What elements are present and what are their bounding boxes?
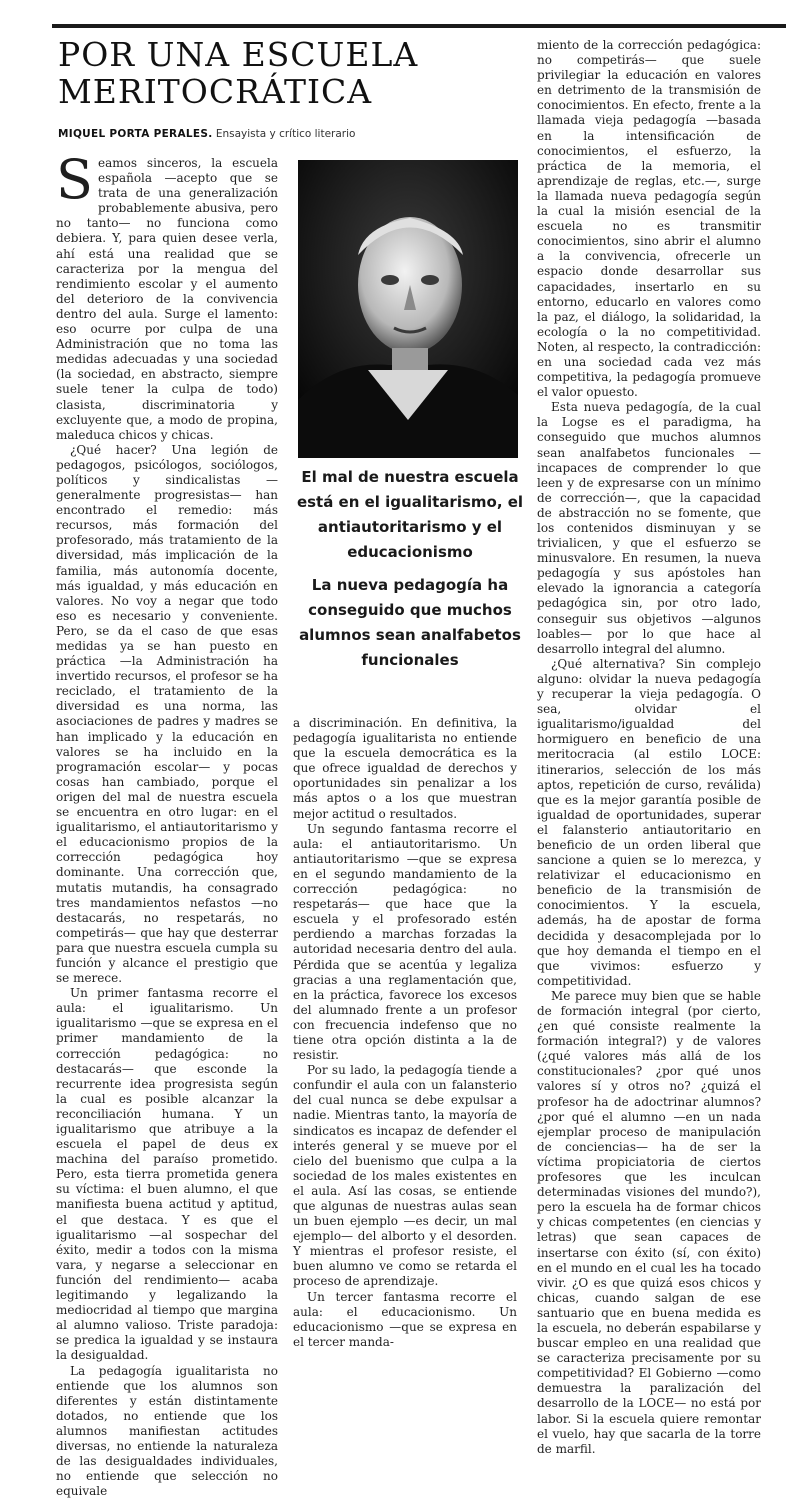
paragraph: a discriminación. En definitiva, la pedagogía igualitarista no entiende que la escuela democrática es la que ofrece igualdad de derechos y oportunidades sin penalizar a los más aptos o a los que muestran mejor actitud o resultados. [293, 716, 517, 822]
author-role: Ensayista y crítico literario [216, 128, 356, 140]
author-photo [298, 160, 518, 458]
article-title: POR UNA ESCUELA MERITOCRÁTICA [58, 36, 518, 110]
paragraph: Un segundo fantasma recorre el aula: el antiautoritarismo. Un antiautoritarismo —que se expresa en el segundo mandamiento de la corrección pedagógica: no respetarás— que hace que la escuela y el profesorado estén perdiendo a marchas forzadas la autoridad necesaria dentro del aula. Pérdida que se acentúa y legaliza gracias a una reglamentación que, en la práctica, favorece los excesos del alumnado frente a un profesor con frecuencia indefenso que no tiene otra opción distinta a la de resistir. [293, 822, 517, 1064]
paragraph: Me parece muy bien que se hable de formación integral (por cierto, ¿en qué consiste realmente la formación integral?) y de valores (¿qué valores más allá de los constitucionales? ¿por qué unos valores sí y otros no? ¿quizá el profesor ha de adoctrinar alumnos? ¿por qué el alumno —en un nada ejemplar proceso de manipulación de conciencias— ha de ser la víctima propiciatoria de ciertos profesores que les inculcan determinadas visiones del mundo?), pero la escuela ha de formar chicos y chicas competentes (en ciencias y letras) que sean capaces de insertarse con éxito (sí, con éxito) en el mundo en el cual les ha tocado vivir. ¿O es que quizá esos chicos y chicas, cuando salgan de ese santuario que en buena medida es la escuela, no deberán espabilarse y buscar empleo en una realidad que se caracteriza precisamente por su competitividad? El Gobierno —como demuestra la paralización del desarrollo de la LOCE— no está por labor. Si la escuela quiere remontar el vuelo, hay que sacarla de la torre de marfil. [537, 989, 761, 1457]
top-rule [52, 24, 786, 28]
paragraph: Esta nueva pedagogía, de la cual la Logse es el paradigma, ha conseguido que muchos alumnos sean analfabetos funcionales —incapaces de comprender lo que leen y de expresarse con un mínimo de corrección—, que la capacidad de abstracción no se fomente, que los contenidos disminuyan y se trivialicen, y que el esfuerzo se minusvalore. En resumen, la nueva pedagogía y sus apóstoles han elevado la ignorancia a categoría pedagógica sin, por otro lado, conseguir sus objetivos —algunos loables— por lo que hace al desarrollo integral del alumno. [537, 400, 761, 657]
pull-quote: El mal de nuestra escuela está en el igualitarismo, el antiautoritarismo y el educacionismo [290, 465, 530, 565]
byline [58, 128, 358, 140]
author-name: MIQUEL PORTA PERALES. [58, 128, 212, 140]
paragraph: Por su lado, la pedagogía tiende a confundir el aula con un falansterio del cual nunca se debe expulsar a nadie. Mientras tanto, la mayoría de sindicatos es incapaz de defender el interés general y se mueve por el cielo del buenismo que culpa a la sociedad de los males existentes en el aula. Así las cosas, se entiende que algunas de nuestras aulas sean un buen ejemplo —es decir, un mal ejemplo— del alborto y el desorden. Y mientras el profesor resiste, el buen alumno ve como se retarda el proceso de aprendizaje. [293, 1063, 517, 1289]
author-portrait-photo [298, 160, 518, 458]
body-column-3 [537, 38, 761, 1286]
paragraph: ¿Qué alternativa? Sin complejo alguno: olvidar la nueva pedagogía y recuperar la vieja pedagogía. O sea, olvidar el igualitarismo/igualdad del hormiguero en beneficio de una meritocracia (al estilo LOCE: itinerarios, selección de los más aptos, repetición de curso, reválida) que es la mejor garantía posible de igualdad de oportunidades, superar el falansterio antiautoritario en beneficio de un orden liberal que sancione a quien se lo merezca, y relativizar el educacionismo en beneficio de la transmisión de conocimientos. Y la escuela, además, ha de apostar de forma decidida y desacomplejada por lo que hoy demanda el tiempo en el que vivimos: esfuerzo y competitividad. [537, 657, 761, 989]
paragraph: Un primer fantasma recorre el aula: el igualitarismo. Un igualitarismo —que se expresa en el primer mandamiento de la corrección pedagógica: no destacarás— que esconde la recurrente idea progresista según la cual es posible alcanzar la reconciliación humana. Y un igualitarismo que atribuye a la escuela el papel de deus ex machina del paraíso prometido. Pero, esta tierra prometida genera su víctima: el buen alumno, el que manifiesta buena actitud y aptitud, el que destaca. Y es que el igualitarismo —al sospechar del éxito, medir a todos con la misma vara, y negarse a seleccionar en función del rendimiento— acaba legitimando y legalizando la mediocridad al tiempo que margina al alumno valioso. Triste paradoja: se predica la igualdad y se instaura la desigualdad. [56, 986, 278, 1363]
paragraph: Seamos sinceros, la escuela española —acepto que se trata de una generalización probablemente abusiva, pero no tanto— no funciona como debiera. Y, para quien desee verla, ahí está una realidad que se caracteriza por la mengua del rendimiento escolar y el aumento del deterioro de la convivencia dentro del aula. Surge el lamento: eso ocurre por culpa de una Administración que no toma las medidas adecuadas y una sociedad (la sociedad, en abstracto, siempre suele tener la culpa de todo) clasista, discriminatoria y excluyente que, a modo de propina, maleduca chicos y chicas. [56, 156, 278, 443]
body-column-2 [293, 716, 517, 1286]
paragraph: miento de la corrección pedagógica: no competirás— que suele privilegiar la educación en valores en detrimento de la transmisión de conocimientos. En efecto, frente a la llamada vieja pedagogía —basada en la intensificación de conocimientos, el esfuerzo, la práctica de la memoria, el aprendizaje de reglas, etc.—, surge la llamada nueva pedagogía según la cual la misión esencial de la escuela no es transmitir conocimientos, sino abrir el alumno a la convivencia, ofrecerle un espacio donde desarrollar sus capacidades, insertarlo en su entorno, educarlo en valores como la paz, el diálogo, la solidaridad, la ecología o la no competitividad. Noten, al respecto, la contradicción: en una sociedad cada vez más competitiva, la pedagogía promueve el valor opuesto. [537, 38, 761, 400]
paragraph: ¿Qué hacer? Una legión de pedagogos, psicólogos, sociólogos, políticos y sindicalistas —generalmente progresistas— han encontrado el remedio: más recursos, más formación del profesorado, más tratamiento de la diversidad, más implicación de la familia, más autonomía docente, más igualdad, y más educación en valores. No voy a negar que todo eso es necesario y conveniente. Pero, se da el caso de que esas medidas ya se han puesto en práctica —la Administración ha invertido recursos, el profesor se ha reciclado, el tratamiento de la diversidad es una norma, las asociaciones de padres y madres se han implicado y la educación en valores se ha incluido en la programación escolar— y pocas cosas han cambiado, porque el origen del mal de nuestra escuela se encuentra en otro lugar: en el igualitarismo, el antiautoritarismo y el educacionismo propios de la corrección pedagógica hoy dominante. Una corrección que, mutatis mutandis, ha consagrado tres mandamientos nefastos —no destacarás, no respetarás, no competirás— que hay que desterrar para que nuestra escuela cumpla su función y alcance el prestigio que se merece. [56, 443, 278, 986]
pull-quotes [290, 465, 530, 673]
body-column-1 [56, 156, 278, 1286]
paragraph: La pedagogía igualitarista no entiende que los alumnos son diferentes y están distintamente dotados, no entiende que los alumnos manifiestan actitudes diversas, no entiende la naturaleza de las desigualdades individuales, no entiende que selección no equivale [56, 1364, 278, 1499]
pull-quote: La nueva pedagogía ha conseguido que muchos alumnos sean analfabetos funcionales [290, 573, 530, 673]
paragraph: Un tercer fantasma recorre el aula: el educacionismo. Un educacionismo —que se expresa en el tercer manda- [293, 1290, 517, 1350]
